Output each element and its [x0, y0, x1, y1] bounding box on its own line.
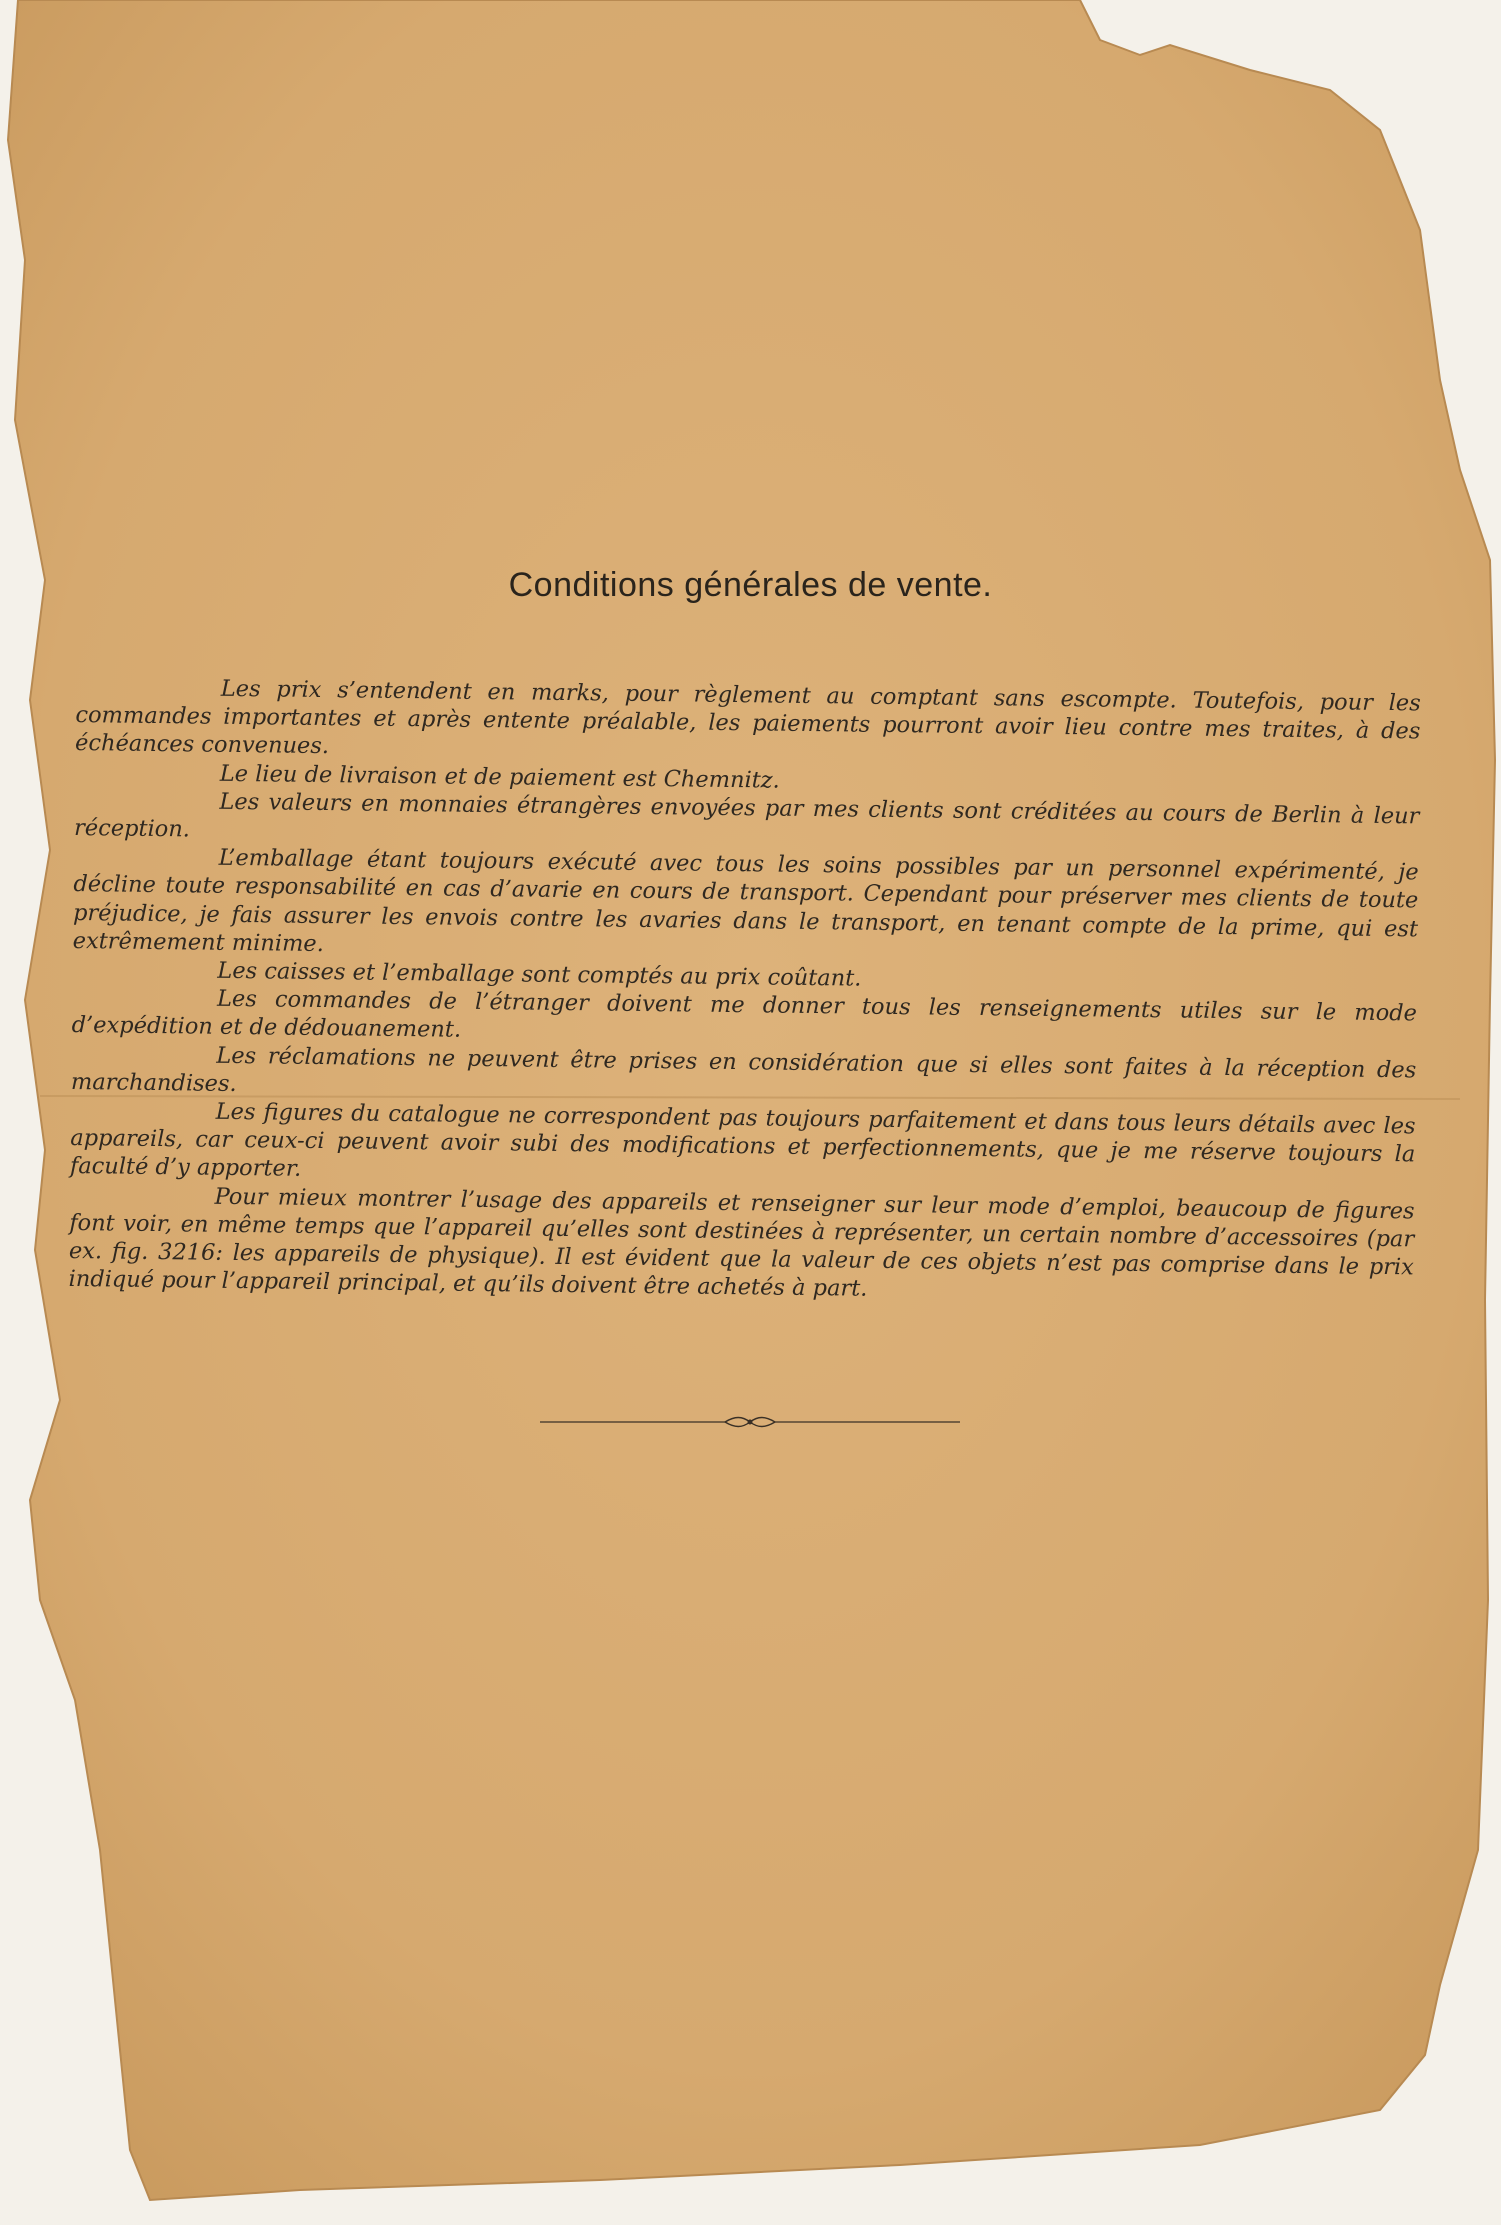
ornamental-rule-icon — [540, 1410, 960, 1434]
document-title: Conditions générales de vente. — [508, 566, 993, 604]
paragraph-prices: Les prix s’entendent en marks, pour règlement au comptant sans escompte. Toutefois, pour les commandes importantes et après entente préalable, les paiements pourront avoir lieu contre mes traites, à des échéances convenues. — [74, 675, 1421, 760]
document-body — [68, 673, 1420, 1310]
paragraph-foreign-currency: Les valeurs en monnaies étrangères envoyées par mes clients sont créditées au cours de Berlin à leur réception. — [73, 788, 1420, 843]
paragraph-foreign-orders: Les commandes de l’étranger doivent me donner tous les renseignements utiles sur le mode d’expédition et de dédouanement. — [71, 985, 1418, 1044]
paragraph-packaging: L’emballage étant toujours exécuté avec tous les soins possibles par un personnel expérimenté, je décline toute responsabilité en cas d’avarie en cours de transport. Cependant pour préserver mes clients de toute préjudice, je fais assurer les envois contre les avaries dans le transport, en tenant compte de la prime, qui est extrêmement minime. — [72, 844, 1419, 957]
paragraph-claims: Les réclamations ne peuvent être prises en considération que si elles sont faites à la réception des marchandises. — [70, 1042, 1417, 1097]
paragraph-figures: Les figures du catalogue ne correspondent pas toujours parfaitement et dans tous leurs détails avec les appareils, car ceux-ci peuvent avoir subi des modifications et perfectionnements, que je me réserve toujours la faculté d’y apporter. — [69, 1098, 1416, 1183]
paragraph-delivery-place: Le lieu de livraison et de paiement est Chemnitz. — [219, 760, 780, 794]
paragraph-crates: Les caisses et l’emballage sont comptés au prix coûtant. — [217, 957, 862, 992]
paragraph-accessories: Pour mieux montrer l’usage des appareils et renseigner sur leur mode d’emploi, beaucoup de figures font voir, en même temps que l’appareil qu’elles sont destinées à représenter, un certain nombre d’accessoires (par ex. fig. 3216: les appareils de physique). Il est évident que la valeur de ces objets n’est pas comprise dans le prix indiqué pour l’appareil principal, et qu’ils doivent être achetés à part. — [68, 1183, 1415, 1302]
